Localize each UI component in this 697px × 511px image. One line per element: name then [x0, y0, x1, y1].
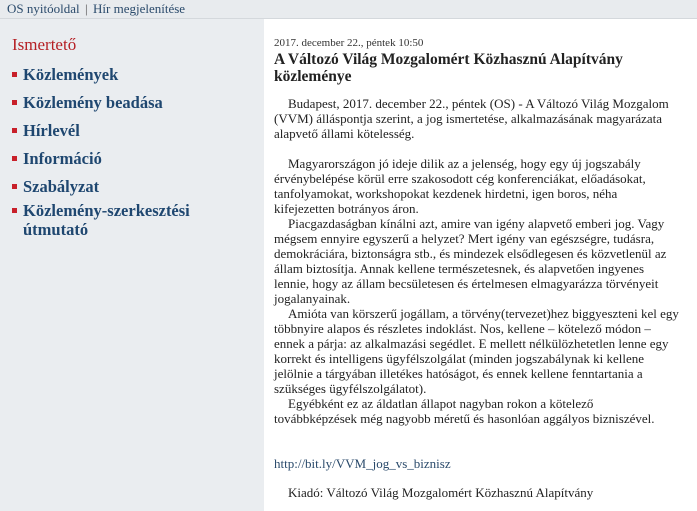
sidebar-item-announcements[interactable]	[12, 65, 257, 84]
sidebar-item-label: Hírlevél	[23, 121, 80, 140]
sidebar-item-submit-announcement[interactable]	[12, 93, 257, 112]
article-link[interactable]: http://bit.ly/VVM_jog_vs_biznisz	[274, 456, 451, 471]
breadcrumb-current: Hír megjelenítése	[93, 1, 186, 16]
article-paragraph: Amióta van körszerű jogállam, a törvény(tervezet)hez biggyeszteni kel egy többnyire alapos és részletes indoklást. Nos, kellene – kötelező módon – ennek a párja: az alkalmazási segédlet. E mellett nélkülözhetetlen lenne egy korrekt és intelligens ügyfélszolgálat (minden jogszabálynak ki kellene jelölnie a tárgyában illetékes hatóságot, és ennek kellene fenntartania a szükséges ügyfélszolgálatot).	[274, 306, 679, 396]
sidebar-item-label: Információ	[23, 149, 102, 168]
sidebar-item-label: Közlemény-szerkesztési útmutató	[23, 201, 190, 239]
breadcrumb-home-link[interactable]: OS nyitóoldal	[7, 1, 80, 16]
sidebar-item-information[interactable]	[12, 149, 257, 168]
bullet-icon	[12, 128, 17, 133]
article-paragraph: Piacgazdaságban kínálni azt, amire van igény alapvető emberi jog. Vagy mégsem ennyire egyszerű a helyzet? Mert igény van egészségre, tudásra, demokráciára, biztonságra stb., és mindezek elsődlegesen és közvetlenül az állam biztosítja. Annak kellene természetesnek, és alapvetően ingyenes lennie, hogy az állam becsületesen és értelmesen elmagyarázza törvényeit jogalanyainak.	[274, 216, 667, 306]
breadcrumb-bar	[0, 0, 697, 19]
article-paragraph: Egyébként ez az áldatlan állapot nagyban rokon a kötelező továbbképzések még nagyobb méretű és hasonlóan aggályos bizniszével.	[274, 396, 655, 426]
sidebar-item-rules[interactable]	[12, 177, 257, 196]
sidebar-item-label: Közlemény beadása	[23, 93, 163, 112]
article-publisher: Kiadó: Változó Világ Mozgalomért Közhasznú Alapítvány	[288, 485, 594, 500]
bullet-icon	[12, 184, 17, 189]
sidebar-item-label: Szabályzat	[23, 177, 100, 196]
bullet-icon	[12, 156, 17, 161]
article-title: A Változó Világ Mozgalomért Közhasznú Alapítvány közleménye	[274, 51, 623, 85]
article-date: 2017. december 22., péntek 10:50	[274, 37, 424, 49]
article-paragraph: Magyarországon jó ideje dilik az a jelenség, hogy egy új jogszabály érvénybelépése körül erre szakosodott cég konferenciákat, előadásokat, tanfolyamokat, workshopokat kezdenek hirdetni, igen boros, néha kifejezetten botrányos áron.	[274, 156, 646, 216]
sidebar-item-newsletter[interactable]	[12, 121, 257, 140]
article-body	[274, 96, 679, 426]
sidebar-item-label: Közlemények	[23, 65, 119, 84]
sidebar-item-editing-guide[interactable]	[12, 201, 257, 239]
bullet-icon	[12, 72, 17, 77]
bullet-icon	[12, 100, 17, 105]
bullet-icon	[12, 208, 17, 213]
breadcrumb-separator: |	[85, 1, 88, 16]
article-paragraph: Budapest, 2017. december 22., péntek (OS) - A Változó Világ Mozgalom (VVM) álláspontja szerint, a jog ismertetése, alkalmazásának magyarázata alapvető állami kötelesség.	[274, 96, 669, 141]
sidebar-item-intro[interactable]: Ismertető	[12, 35, 77, 54]
sidebar	[0, 19, 264, 511]
